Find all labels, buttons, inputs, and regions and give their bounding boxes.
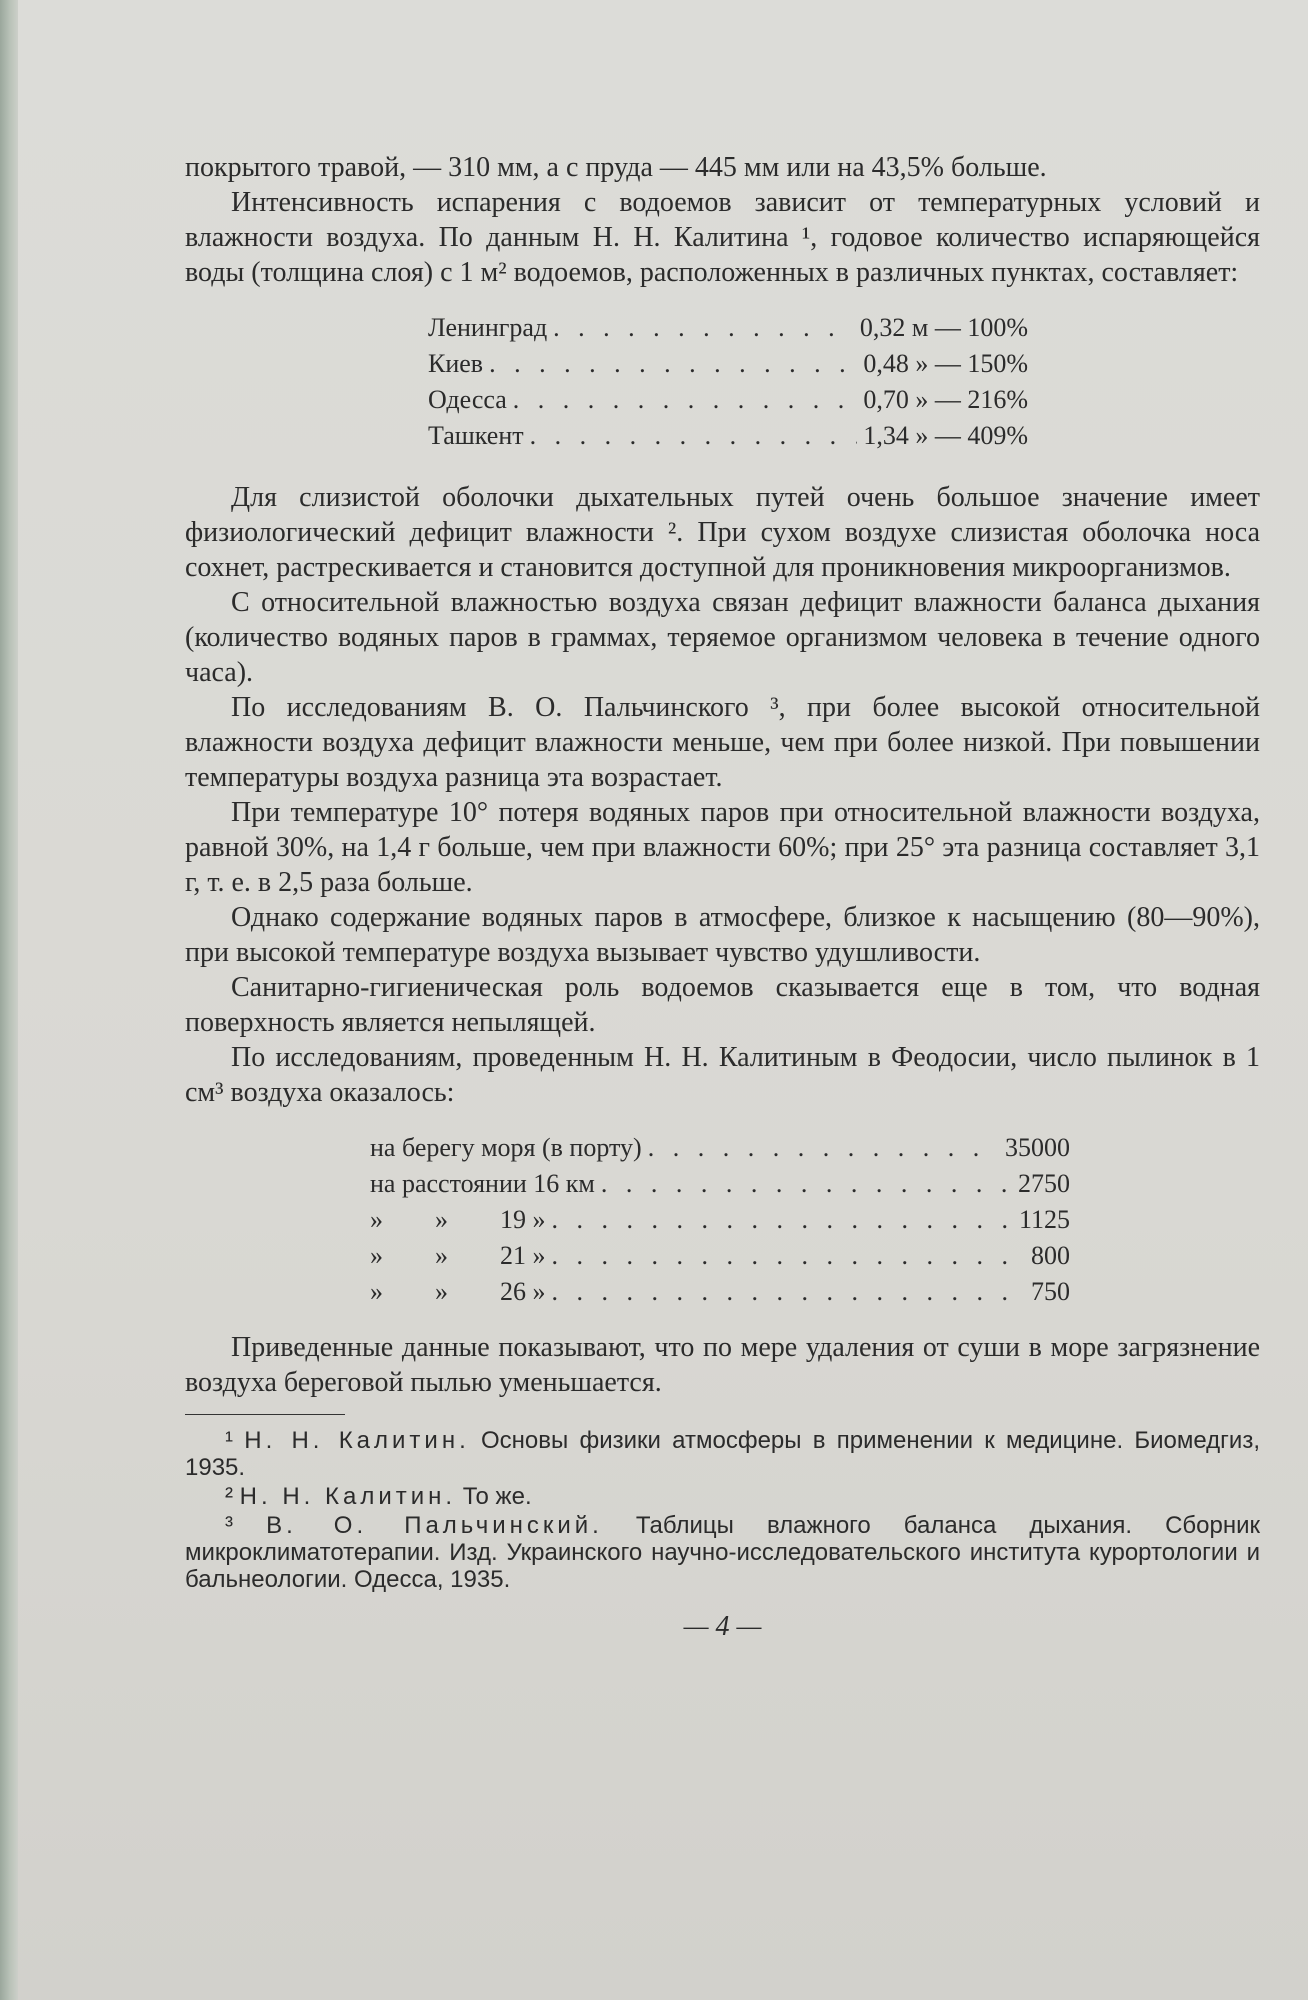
footnote-text: Основы физики атмосферы в применении к медицине. Биомедгиз, 1935. [185, 1427, 1260, 1481]
value: 0,70 » — 216% [863, 385, 1028, 414]
footnote-author: Н. Н. Калитин. [244, 1427, 470, 1454]
footnote [185, 1512, 1260, 1593]
footnote-mark: ² [225, 1483, 233, 1510]
evaporation-table [428, 310, 1028, 454]
location: » » 19 » [370, 1205, 546, 1234]
paragraph: Однако содержание водяных паров в атмосфере, близкое к насыщению (80—90%), при высокой температуре воздуха вызывает чувство удушливости. [185, 902, 1260, 968]
middle-text [185, 480, 1260, 1110]
value: 0,48 » — 150% [863, 349, 1028, 378]
table-row [370, 1130, 1070, 1166]
table-row [370, 1202, 1070, 1238]
footnote-text: То же. [462, 1483, 532, 1510]
dust-table [370, 1130, 1070, 1310]
top-text [185, 150, 1260, 290]
paragraph: С относительной влажностью воздуха связан дефицит влажности баланса дыхания (количество водяных паров в граммах, теряемое организмом человека в течение одного часа). [185, 587, 1260, 688]
table-row [428, 346, 1028, 382]
footnote-author: В. О. Пальчинский. [266, 1512, 603, 1539]
location: » » 26 » [370, 1277, 546, 1306]
footnote [185, 1427, 1260, 1481]
footnote [185, 1483, 1260, 1510]
table-row [428, 310, 1028, 346]
city: Киев [428, 349, 484, 378]
paragraph: покрытого травой, — 310 мм, а с пруда — 445 мм или на 43,5% больше. [185, 152, 1047, 183]
city: Одесса [428, 385, 507, 414]
paragraph: По исследованиям В. О. Пальчинского ³, при более высокой относительной влажности воздуха дефицит влажности меньше, чем при более низкой. При повышении температуры воздуха разница эта возрастает. [185, 692, 1260, 793]
city: Ташкент [428, 421, 524, 450]
table-row [428, 418, 1028, 454]
value: 35000 [1005, 1133, 1070, 1162]
book-page [18, 0, 1308, 2000]
paragraph: Санитарно-гигиеническая роль водоемов сказывается еще в том, что водная поверхность является непылящей. [185, 972, 1260, 1038]
page-number: — 4 — [683, 1611, 762, 1642]
footnote-divider [185, 1414, 345, 1415]
location: на берегу моря (в порту) [370, 1133, 642, 1162]
value: 1,34 » — 409% [863, 421, 1028, 450]
value: 1125 [1018, 1205, 1070, 1234]
footnotes [185, 1427, 1260, 1593]
value: 0,32 м — 100% [859, 313, 1028, 342]
table-row [370, 1238, 1070, 1274]
table-row [370, 1274, 1070, 1310]
footnote-author: Н. Н. Калитин. [239, 1483, 457, 1510]
location: » » 21 » [370, 1241, 546, 1270]
footnote-mark: ³ [225, 1512, 233, 1539]
location: на расстоянии 16 км [370, 1169, 595, 1198]
value: 800 [1031, 1241, 1070, 1270]
paragraph: Приведенные данные показывают, что по мере удаления от суши в море загрязнение воздуха береговой пылью уменьшается. [185, 1332, 1260, 1398]
footnote-mark: ¹ [225, 1427, 233, 1454]
table-row [370, 1166, 1070, 1202]
paragraph: Интенсивность испарения с водоемов зависит от температурных условий и влажности воздуха. По данным Н. Н. Калитина ¹, годовое количество испаряющейся воды (толщина слоя) с 1 м² водоемов, расположенных в различных пунктах, составляет: [185, 187, 1260, 288]
bottom-text [185, 1330, 1260, 1400]
footnote-text: Таблицы влажного баланса дыхания. Сборник микроклиматотерапии. Изд. Украинского научно-исследовательского института курортологии и бальнеологии. Одесса, 1935. [185, 1512, 1261, 1593]
city: Ленинград [428, 313, 548, 342]
paragraph: По исследованиям, проведенным Н. Н. Калитиным в Феодосии, число пылинок в 1 см³ воздуха оказалось: [185, 1042, 1260, 1108]
table-row [428, 382, 1028, 418]
paragraph: Для слизистой оболочки дыхательных путей очень большое значение имеет физиологический дефицит влажности ². При сухом воздухе слизистая оболочка носа сохнет, растрескивается и становится доступной для проникновения микроорганизмов. [185, 482, 1260, 583]
paragraph: При температуре 10° потеря водяных паров при относительной влажности воздуха, равной 30%, на 1,4 г больше, чем при влажности 60%; при 25° эта разница составляет 3,1 г, т. е. в 2,5 раза больше. [185, 797, 1260, 898]
value: 750 [1031, 1277, 1070, 1306]
value: 2750 [1018, 1169, 1070, 1198]
